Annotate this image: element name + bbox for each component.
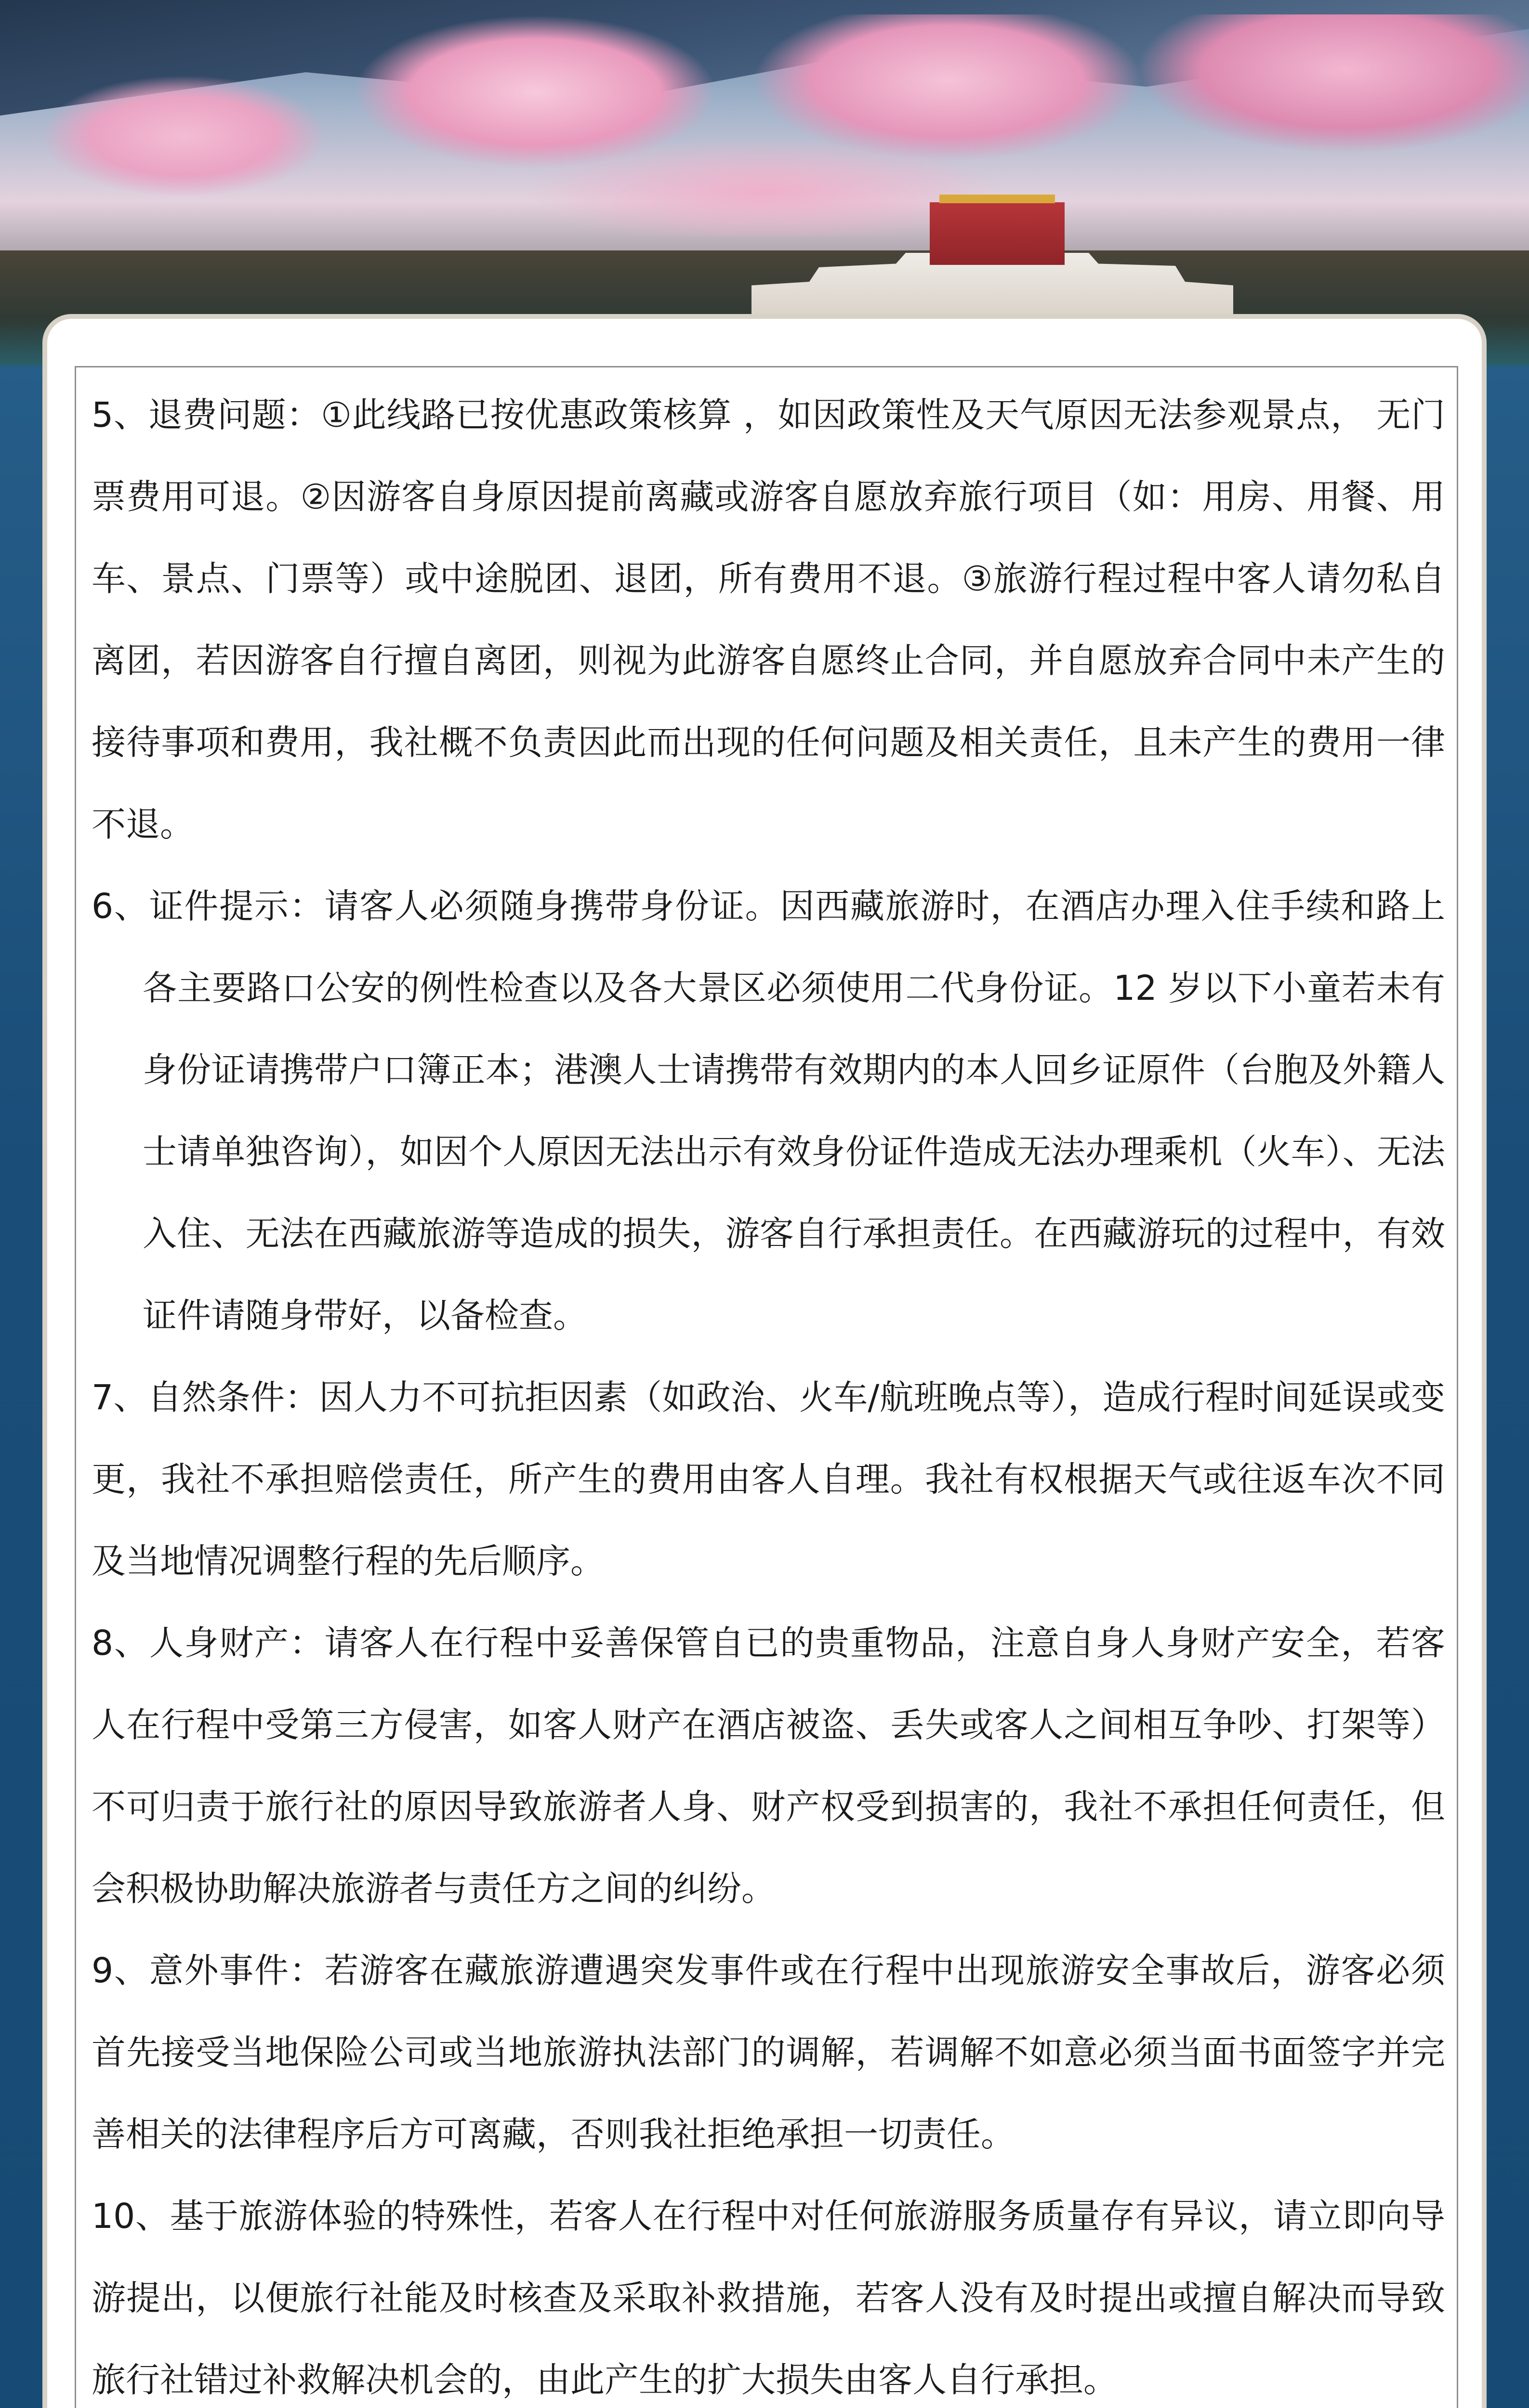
notice-item-9: 9、意外事件：若游客在藏旅游遭遇突发事件或在行程中出现旅游安全事故后，游客必须首先接受当地保险公司或当地旅游执法部门的调解，若调解不如意必须当面书面签字并完善相关的法律程序后方可离藏，否则我社拒绝承担一切责任。: [92, 1950, 1445, 2154]
header-banner-image: [0, 0, 1529, 366]
palace-golden-roof: [939, 195, 1055, 203]
notice-item-10: 10、基于旅游体验的特殊性，若客人在行程中对任何旅游服务质量存有异议，请立即向导游提出，以便旅行社能及时核查及采取补救措施，若客人没有及时提出或擅自解决而导致旅行社错过补救解决机会的，由此产生的扩大损失由客人自行承担。: [92, 2196, 1445, 2400]
palace-red-wing: [930, 202, 1065, 265]
potala-palace-image: [751, 193, 1233, 318]
notice-item-7: 7、自然条件：因人力不可抗拒因素（如政治、火车/航班晚点等），造成行程时间延误或变更，我社不承担赔偿责任，所产生的费用由客人自理。我社有权根据天气或往返车次不同及当地情况调整行程的先后顺序。: [92, 1377, 1445, 1581]
notice-content: [92, 374, 1445, 2408]
notice-item-6: 6、证件提示：请客人必须随身携带身份证。因西藏旅游时，在酒店办理入住手续和路上各主要路口公安的例性检查以及各大景区必须使用二代身份证。12 岁以下小童若未有身份证请携带户口簿正本；港澳人士请携带有效期内的本人回乡证原件（台胞及外籍人士请单独咨询），如因个人原因无法出示有效身份证件造成无法办理乘机（火车）、无法入住、无法在西藏旅游等造成的损失，游客自行承担责任。在西藏游玩的过程中，有效证件请随身带好，以备检查。: [92, 886, 1445, 1335]
notice-item-5: 5、退费问题：①此线路已按优惠政策核算 ，如因政策性及天气原因无法参观景点， 无门票费用可退。②因游客自身原因提前离藏或游客自愿放弃旅行项目（如：用房、用餐、用车、景点、门票等）或中途脱团、退团，所有费用不退。③旅游行程过程中客人请勿私自离团，若因游客自行擅自离团，则视为此游客自愿终止合同，并自愿放弃合同中未产生的接待事项和费用，我社概不负责因此而出现的任何问题及相关责任，且未产生的费用一律不退。: [92, 395, 1445, 844]
notice-item-8: 8、人身财产：请客人在行程中妥善保管自已的贵重物品，注意自身人身财产安全，若客人在行程中受第三方侵害，如客人财产在酒店被盗、丢失或客人之间相互争吵、打架等）不可归责于旅行社的原因导致旅游者人身、财产权受到损害的，我社不承担任何责任，但会积极协助解决旅游者与责任方之间的纠纷。: [92, 1623, 1445, 1909]
